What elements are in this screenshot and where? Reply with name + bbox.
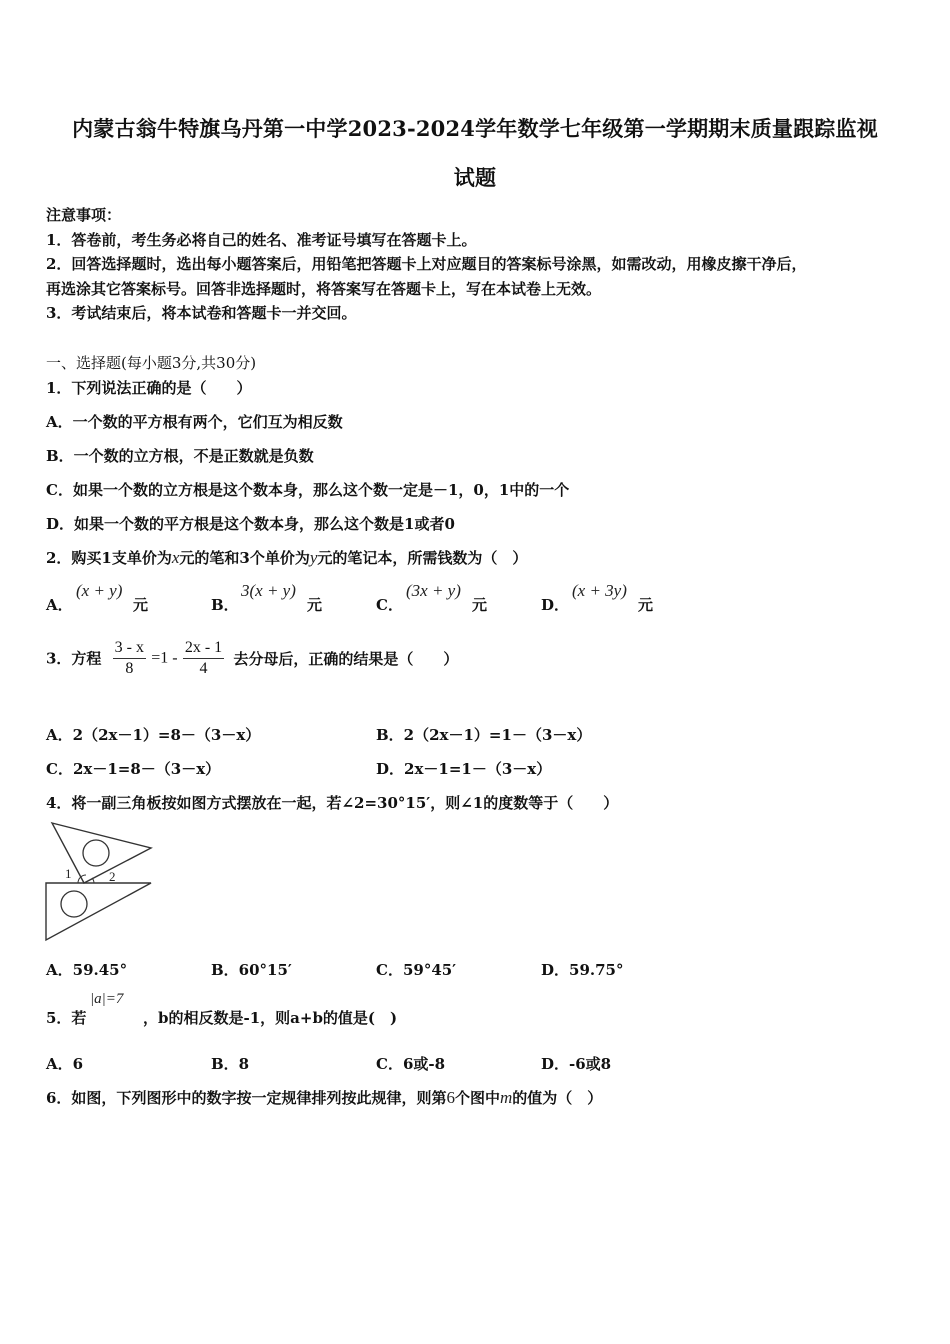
notice-item-2b: 再选涂其它答案标号。回答非选择题时，将答案写在答题卡上，写在本试卷上无效。 <box>46 280 602 298</box>
q5-stem-part-a: 5．若 <box>46 1009 87 1027</box>
q2-option-d-expr: (x + 3y) <box>572 581 627 600</box>
q6-var-m: m <box>499 1088 513 1107</box>
q2-option-c-expr: (3x + y) <box>406 581 461 600</box>
q1-option-a: A．一个数的平方根有两个，它们互为相反数 <box>46 413 343 431</box>
document-title-line1: 内蒙古翁牛特旗乌丹第一中学2023-2024学年数学七年级第一学期期末质量跟踪监视 <box>72 116 878 141</box>
document-title-line2: 试题 <box>453 165 497 190</box>
q3-option-b: B．2（2x－1）=1－（3－x） <box>376 726 592 744</box>
q3-equals-one-minus: =1 - <box>151 649 178 667</box>
q3-fraction-1-denominator: 8 <box>125 660 134 677</box>
q5-option-d: D．-6或8 <box>541 1055 612 1073</box>
q2-stem <box>46 547 527 568</box>
q6-stem-part-c: 的值为（ ） <box>512 1089 603 1107</box>
q3-option-c: C．2x－1=8－（3－x） <box>46 760 221 778</box>
q2-option-a-unit: 元 <box>133 596 149 614</box>
q5-option-c: C．6或-8 <box>376 1055 446 1073</box>
q1-option-c: C．如果一个数的立方根是这个数本身，那么这个数一定是－1，0，1中的一个 <box>46 481 570 499</box>
q2-option-d-unit: 元 <box>638 596 654 614</box>
q2-option-b-expr: 3(x + y) <box>241 581 296 600</box>
q3-fraction-1-numerator: 3 - x <box>113 638 146 659</box>
q1-option-d: D．如果一个数的平方根是这个数本身，那么这个数是1或者0 <box>46 515 455 533</box>
q3-option-d: D．2x－1=1－（3－x） <box>376 760 552 778</box>
q3-stem-part-b: 去分母后，正确的结果是（ ） <box>233 649 459 668</box>
section-heading: 一、选择题(每小题3分,共30分) <box>46 354 257 372</box>
q2-option-c-unit: 元 <box>472 596 488 614</box>
q1-stem: 1．下列说法正确的是（ ） <box>46 379 252 397</box>
q3-stem <box>46 638 458 679</box>
q1-option-b: B．一个数的立方根，不是正数就是负数 <box>46 447 314 465</box>
notice-item-2a: 2．回答选择题时，选出每小题答案后，用铅笔把答题卡上对应题目的答案标号涂黑，如需改动，用橡皮擦干净后， <box>46 255 807 273</box>
q3-option-a: A．2（2x－1）=8－（3－x） <box>46 726 261 744</box>
q2-option-b-unit: 元 <box>307 596 323 614</box>
q2-option-a-label: A． <box>46 596 73 614</box>
q4-option-d: D．59.75° <box>541 961 624 979</box>
notice-heading: 注意事项： <box>46 206 122 224</box>
q3-fraction-2-denominator: 4 <box>199 660 208 677</box>
q4-angle-2-arc <box>92 878 94 883</box>
q2-option-b-label: B． <box>211 596 239 614</box>
q2-option-a-expr: (x + y) <box>76 581 123 600</box>
q4-option-b: B．60°15′ <box>211 961 292 979</box>
q4-triangle-figure <box>44 820 156 944</box>
q3-fraction-2 <box>183 638 224 679</box>
q2-stem-part-c: 元的笔记本，所需钱数为（ ） <box>317 549 528 567</box>
q4-lower-triangle <box>46 883 151 940</box>
q5-abs-expression: |a|=7 <box>90 991 124 1007</box>
q2-stem-part-b: 元的笔和3个单价为 <box>179 549 310 567</box>
q4-option-a: A．59.45° <box>46 961 128 979</box>
q5-option-a: A．6 <box>46 1055 84 1073</box>
notice-item-1: 1．答卷前，考生务必将自己的姓名、准考证号填写在答题卡上。 <box>46 231 477 249</box>
q6-stem-part-a: 6．如图，下列图形中的数字按一定规律排列按此规律，则第 <box>46 1089 447 1107</box>
q4-angle-label-1: 1 <box>65 866 72 881</box>
q6-stem <box>46 1087 602 1108</box>
q4-lower-circle <box>61 891 87 917</box>
q4-angle-label-2: 2 <box>109 869 116 884</box>
q3-fraction-2-numerator: 2x - 1 <box>183 638 224 659</box>
q2-option-c-label: C． <box>376 596 403 614</box>
q3-fraction-1 <box>113 638 146 679</box>
q2-option-d-label: D． <box>541 596 570 614</box>
q4-stem: 4．将一副三角板按如图方式摆放在一起，若∠2=30°15′，则∠1的度数等于（ ） <box>46 794 619 812</box>
q5-stem-part-b: ，b的相反数是-1，则a+b的值是( ) <box>143 1009 398 1027</box>
q5-option-b: B．8 <box>211 1055 250 1073</box>
q3-stem-part-a: 3．方程 <box>46 649 102 668</box>
q4-option-c: C．59°45′ <box>376 961 457 979</box>
q6-number-6: 6 <box>446 1088 455 1107</box>
q4-upper-circle <box>83 840 109 866</box>
notice-item-3: 3．考试结束后，将本试卷和答题卡一并交回。 <box>46 304 357 322</box>
q2-var-x: x <box>171 548 180 567</box>
q2-var-y: y <box>309 548 318 567</box>
q2-stem-part-a: 2．购买1支单价为 <box>46 549 172 567</box>
q6-stem-part-b: 个图中 <box>454 1089 500 1107</box>
